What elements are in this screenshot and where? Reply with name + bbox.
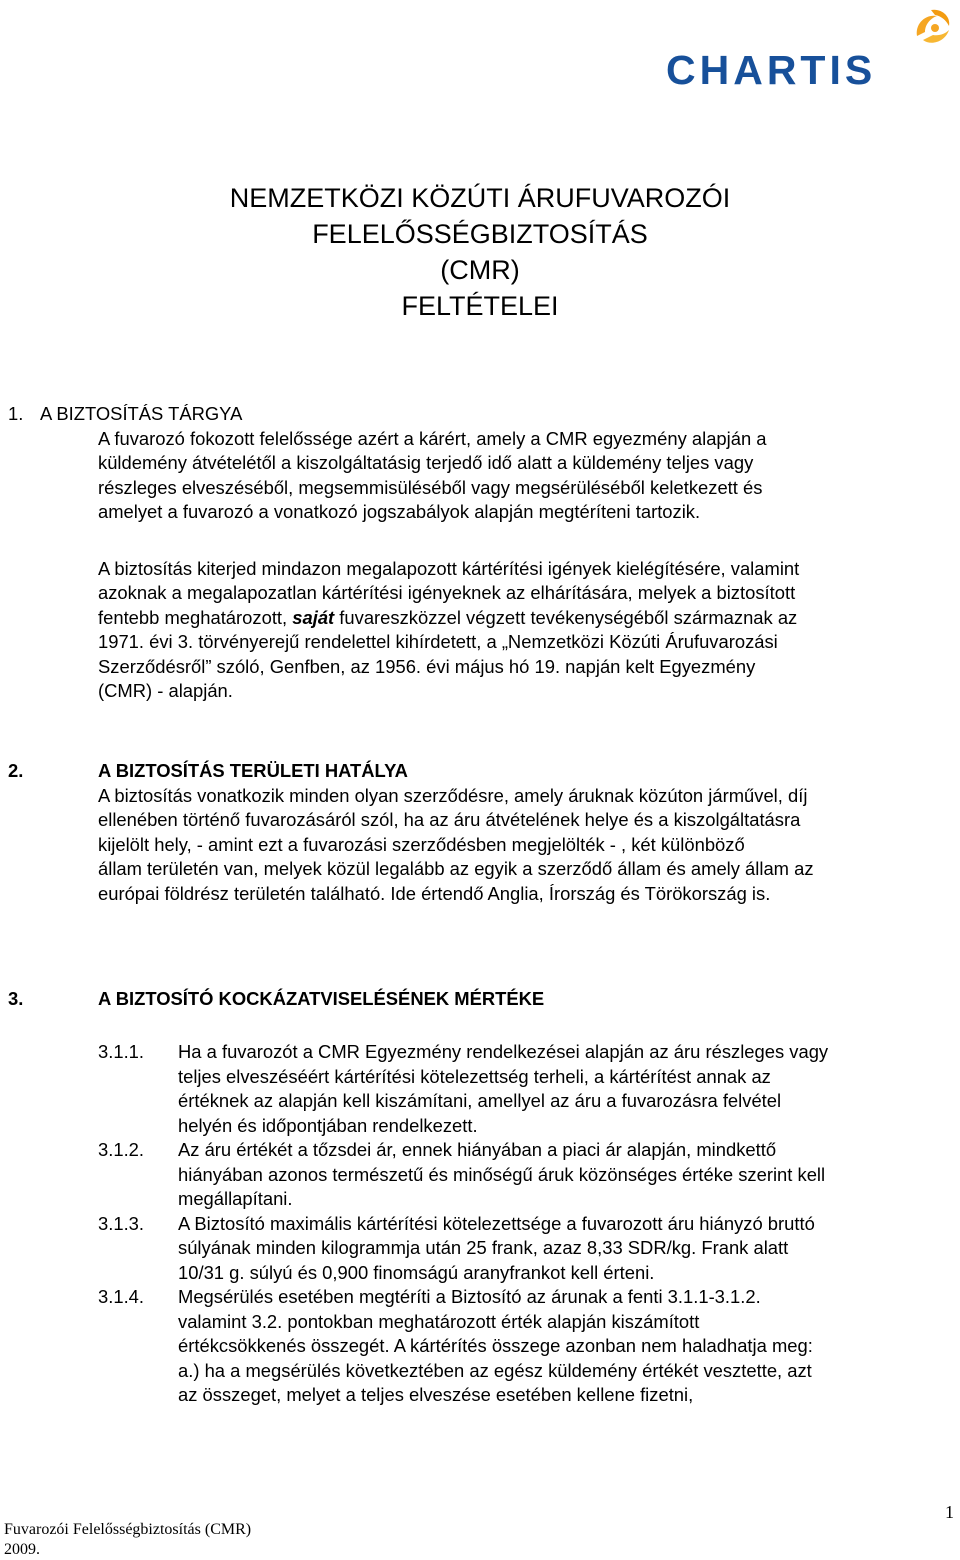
page-number: 1 [945,1502,954,1522]
paragraph-line: állam területén van, melyek közül legalább az egyik a szerződő állam és amely állam az [98,858,814,879]
clause-line: hiányában azonos természetű és minőségű áruk közönséges értéke szerint kell [178,1163,826,1185]
clause-line: Ha a fuvarozót a CMR Egyezmény rendelkezései alapján az áru részleges vagy [178,1041,829,1062]
text-run: fuvareszközzel végzett tevékenységéből származnak az [334,606,798,628]
clause-number: 3.1.2. [98,1139,145,1160]
clause-line: A Biztosító maximális kártérítési kötelezettsége a fuvarozott áru hiányzó bruttó [178,1212,815,1234]
footer-year: 2009. [4,1541,40,1558]
clause-3-1-4 [98,1285,960,1408]
section-1-heading-text: A BIZTOSÍTÁS TÁRGYA [40,403,243,424]
clause-number: 3.1.3. [98,1212,145,1234]
section-3-heading [8,987,960,1012]
paragraph-line: európai földrész területén található. Ide értendő Anglia, Írország és Törökország is. [98,882,771,904]
clause-line: Az áru értékét a tőzsdei ár, ennek hiányában a piaci ár alapján, mindkettő [178,1139,777,1160]
section-2-heading [8,759,960,784]
paragraph-line: 1971. évi 3. törvényerejű rendelettel kihírdetett, a „Nemzetközi Közúti Árufuvarozási [98,631,778,652]
clause-number: 3.1.4. [98,1286,145,1307]
clause-line: a.) ha a megsérülés következtében az egész küldemény értékét vesztette, azt [178,1359,812,1381]
clause-number: 3.1.1. [98,1041,145,1062]
section-2-heading-text: A BIZTOSÍTÁS TERÜLETI HATÁLYA [98,760,408,781]
footer-text: Fuvarozói Felelősségbiztosítás (CMR) [4,1521,252,1538]
clause-3-1-2 [98,1138,960,1212]
clause-3-1-3 [98,1212,960,1286]
section-3-number: 3. [8,988,24,1009]
title-line-2: FELELŐSSÉGBIZTOSÍTÁS [312,219,648,249]
section-3-heading-text: A BIZTOSÍTÓ KOCKÁZATVISELÉSÉNEK MÉRTÉKE [98,988,545,1009]
title-line-1: NEMZETKÖZI KÖZÚTI ÁRUFUVAROZÓI [229,183,731,213]
section-1 [8,402,960,704]
paragraph-line: Szerződésről” szóló, Genfben, az 1956. évi május hó 19. napján kelt Egyezmény [98,655,756,677]
paragraph-line: részleges elveszéséből, megsemmisüléséből vagy megsérüléséből keletkezett és [98,476,763,498]
paragraph-line [98,606,960,631]
clause-line: értékcsökkenés összegét. A kártérítés összege azonban nem haladhatja meg: [178,1335,813,1356]
emphasis-saját: saját [292,606,335,628]
paragraph-line: (CMR) - alapján. [98,680,233,701]
paragraph-line: A fuvarozó fokozott felelőssége azért a kárért, amely a CMR egyezmény alapján a [98,427,767,449]
clause-3-1-1 [98,1040,960,1138]
clause-line: az összeget, melyet a teljes elveszése esetében kellene fizetni, [178,1384,694,1405]
title-line-4: FELTÉTELEI [401,291,559,321]
clause-line: Megsérülés esetében megtéríti a Biztosító az árunak a fenti 3.1.1-3.1.2. [178,1286,761,1307]
clause-line: helyén és időpontjában rendelkezett. [178,1114,478,1136]
logo-text: CHARTIS [666,47,877,93]
document-title [0,180,960,324]
paragraph-line: amelyet a fuvarozó a vonatkozó jogszabályok alapján megtéríteni tartozik. [98,501,701,522]
paragraph-line: kijelölt hely, - amint ezt a fuvarozási szerződésben megjelölték - , két különböző [98,833,745,855]
section-1-heading [8,402,960,427]
clause-line: értéknek az alapján kell kiszámítani, amellyel az áru a fuvarozásra felvétel [178,1090,782,1111]
logo-swirl-icon [909,6,955,52]
section-2-number: 2. [8,760,24,781]
paragraph-line: azoknak a megalapozatlan kártérítési igényeknek az elhárítására, melyek a biztosított [98,582,796,603]
clause-line: súlyának minden kilogrammja után 25 frank, azaz 8,33 SDR/kg. Frank alatt [178,1237,789,1258]
title-line-3: (CMR) [440,255,520,285]
paragraph-line: A biztosítás vonatkozik minden olyan szerződésre, amely áruknak közúton járművel, díj [98,784,808,806]
paragraph-line: küldemény átvételétől a kiszolgáltatásig terjedő idő alatt a küldemény teljes vagy [98,452,754,473]
section-1-number: 1. [8,403,24,424]
chartis-logo [666,6,956,93]
section-3-items [98,1040,960,1408]
section-2 [8,759,960,906]
clause-line: valamint 3.2. pontokban meghatározott érték alapján kiszámított [178,1310,700,1332]
paragraph-line: ellenében történő fuvarozásáról szól, ha az áru átvételének helye és a kiszolgáltatásra [98,809,801,830]
section-3 [8,987,960,1012]
clause-line: megállapítani. [178,1188,293,1209]
clause-line: teljes elveszéséért kártérítési kötelezettség terheli, a kártérítést annak az [178,1065,771,1087]
clause-line: 10/31 g. súlyú és 0,900 finomságú aranyfrankot kell érteni. [178,1261,655,1283]
text-run: fentebb meghatározott, [98,606,293,628]
paragraph-line: A biztosítás kiterjed mindazon megalapozott kártérítési igények kielégítésére, valamint [98,557,800,579]
